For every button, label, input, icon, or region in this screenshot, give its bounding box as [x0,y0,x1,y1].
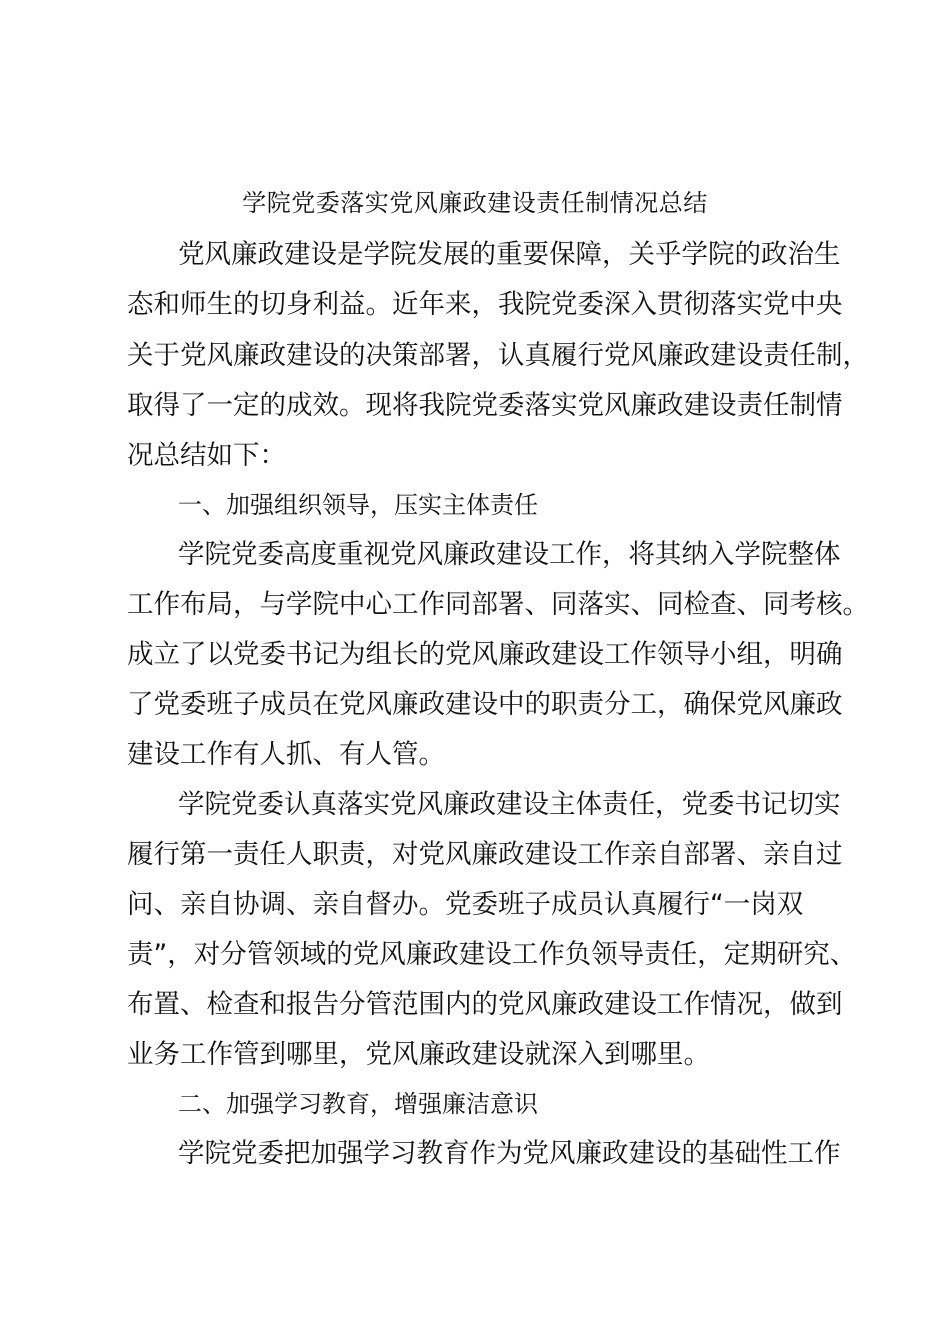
paragraph-line: 况总结如下： [127,440,286,471]
paragraph-line: 责”，对分管领域的党风廉政建设工作负领导责任，定期研究、 [127,939,857,970]
paragraph-line: 党风廉政建设是学院发展的重要保障，关乎学院的政治生 [178,239,841,270]
paragraph-line: 学院党委高度重视党风廉政建设工作，将其纳入学院整体 [178,539,841,570]
paragraph-line: 布置、检查和报告分管范围内的党风廉政建设工作情况，做到 [127,989,843,1020]
paragraph-line: 学院党委把加强学习教育作为党风廉政建设的基础性工作 [178,1138,841,1169]
section-heading-2: 二、加强学习教育，增强廉洁意识 [178,1090,538,1118]
document-title: 学院党委落实党风廉政建设责任制情况总结 [242,189,708,217]
section-heading-1: 一、加强组织领导，压实主体责任 [178,491,538,519]
paragraph-line: 问、亲自协调、亲自督办。党委班子成员认真履行“一岗双 [127,889,804,920]
paragraph-line: 成立了以党委书记为组长的党风廉政建设工作领导小组，明确 [127,639,843,670]
paragraph-line: 关于党风廉政建设的决策部署，认真履行党风廉政建设责任制， [127,340,869,371]
paragraph-line: 建设工作有人抓、有人管。 [127,739,445,770]
paragraph-line: 取得了一定的成效。现将我院党委落实党风廉政建设责任制情 [127,390,843,421]
paragraph-line: 了党委班子成员在党风廉政建设中的职责分工，确保党风廉政 [127,689,843,720]
paragraph-line: 态和师生的切身利益。近年来，我院党委深入贯彻落实党中央 [127,289,843,320]
paragraph-line: 学院党委认真落实党风廉政建设主体责任，党委书记切实 [178,789,841,820]
paragraph-line: 工作布局，与学院中心工作同部署、同落实、同检查、同考核。 [127,589,869,620]
paragraph-line: 履行第一责任人职责，对党风廉政建设工作亲自部署、亲自过 [127,839,843,870]
paragraph-line: 业务工作管到哪里，党风廉政建设就深入到哪里。 [127,1039,710,1070]
